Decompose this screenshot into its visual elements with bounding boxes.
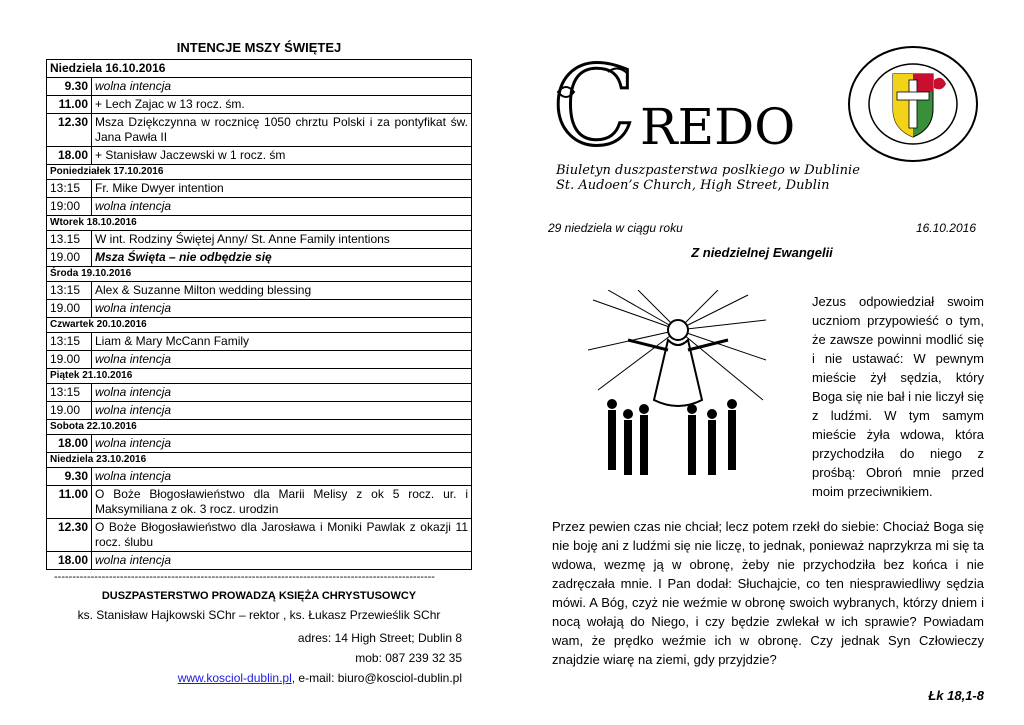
email-text: , e-mail: biuro@kosciol-dublin.pl xyxy=(291,671,462,685)
gospel-title: Z niedzielnej Ewangelii xyxy=(691,245,833,260)
mass-row xyxy=(47,147,472,165)
intention-text: Msza Święta – nie odbędzie się xyxy=(95,250,272,264)
mass-time: 19.00 xyxy=(47,300,92,318)
mass-intention xyxy=(92,351,472,369)
mass-row xyxy=(47,351,472,369)
bulletin-date: 16.10.2016 xyxy=(915,221,976,235)
bulletin-subtitle xyxy=(556,163,860,193)
mass-intention xyxy=(92,96,472,114)
mass-row xyxy=(47,114,472,147)
mass-row xyxy=(47,519,472,552)
contact-block xyxy=(46,628,462,688)
mass-time: 18.00 xyxy=(47,147,92,165)
mass-intentions-section xyxy=(46,40,472,688)
mass-row xyxy=(47,435,472,453)
subtitle-line-2: St. Audoen’s Church, High Street, Dublin xyxy=(556,178,830,193)
mass-intention xyxy=(92,78,472,96)
mass-intention xyxy=(92,114,472,147)
mass-intention xyxy=(92,180,472,198)
day-header-row xyxy=(47,369,472,384)
intention-text: O Boże Błogosławieństwo dla Jarosława i Moniki Pawlak z okazji 11 rocz. ślubu xyxy=(95,520,468,549)
intention-text: Liam & Mary McCann Family xyxy=(95,334,250,348)
intention-text: wolna intencja xyxy=(95,199,172,213)
intention-text: Alex & Suzanne Milton wedding blessing xyxy=(95,283,312,297)
subtitle-line-1: Biuletyn duszpasterstwa poslkiego w Dublinie xyxy=(556,163,860,178)
mass-intention xyxy=(92,147,472,165)
mass-time: 9.30 xyxy=(47,468,92,486)
intention-text: Msza Dziękczynna w rocznicę 1050 chrztu Polski i za pontyfikat św. Jana Pawła II xyxy=(95,115,468,144)
mass-row xyxy=(47,78,472,96)
intentions-heading: INTENCJE MSZY ŚWIĘTEJ xyxy=(176,40,342,55)
mass-row xyxy=(47,282,472,300)
mass-intention xyxy=(92,552,472,570)
mass-intention xyxy=(92,486,472,519)
intention-text: Fr. Mike Dwyer intention xyxy=(95,181,224,195)
day-header-row xyxy=(47,267,472,282)
risen-christ-illustration xyxy=(588,290,768,490)
mass-time: 13:15 xyxy=(47,384,92,402)
mass-row xyxy=(47,231,472,249)
day-header-row xyxy=(47,318,472,333)
separator-line: -------------------------------------------------------------------------------------------------------- xyxy=(54,572,435,582)
intention-text: wolna intencja xyxy=(95,352,172,366)
chaplaincy-emblem xyxy=(846,44,980,164)
mass-intention xyxy=(92,198,472,216)
day-header-row xyxy=(47,216,472,231)
mass-row xyxy=(47,468,472,486)
day-label: Wtorek 18.10.2016 xyxy=(47,216,472,231)
web-contact xyxy=(46,668,462,688)
gospel-text-part-2: Przez pewien czas nie chciał; lecz potem rzekł do siebie: Chociaż Boga się nie boję ani z ludźmi się nie liczę, to jednak, ponieważ naprzykrza mi się ta wdowa, wezmę ją w obronę, żeby nie przychodziła bez końca i nie zadręczała mnie. I Pan dodał: Słuchajcie, co ten niesprawiedliwy sędzia mówi. A Bóg, czyż nie weźmie w obronę swoich wybranych, którzy dniem i nocą wołają do Niego, i czy będzie zwlekał w ich sprawie? Powiadam wam, że prędko weźmie ich w obronę. Czy jednak Syn Człowieczy znajdzie wiarę na ziemi, gdy przyjdzie? xyxy=(552,519,984,667)
day-label: Środa 19.10.2016 xyxy=(47,267,472,282)
intention-text: wolna intencja xyxy=(95,403,172,417)
day-label: Czwartek 20.10.2016 xyxy=(47,318,472,333)
intention-text: + Stanisław Jaczewski w 1 rocz. śm xyxy=(95,148,286,162)
intentions-table xyxy=(46,59,472,570)
mass-row xyxy=(47,486,472,519)
address: adres: 14 High Street; Dublin 8 xyxy=(297,631,462,645)
day-label: Sobota 22.10.2016 xyxy=(47,420,472,435)
mass-row xyxy=(47,180,472,198)
mass-row xyxy=(47,552,472,570)
mass-time: 11.00 xyxy=(47,486,92,519)
mass-row xyxy=(47,384,472,402)
day-label: Niedziela 23.10.2016 xyxy=(47,453,472,468)
intention-text: wolna intencja xyxy=(95,79,172,93)
gospel-reference: Łk 18,1-8 xyxy=(928,688,984,703)
mass-time: 19.00 xyxy=(47,351,92,369)
logo-letter-c: C xyxy=(552,52,637,152)
mass-intention xyxy=(92,282,472,300)
mass-row xyxy=(47,96,472,114)
mass-intention xyxy=(92,231,472,249)
mobile: mob: 087 239 32 35 xyxy=(355,651,462,665)
mass-intention xyxy=(92,384,472,402)
sunday-header xyxy=(548,221,976,235)
mass-time: 12.30 xyxy=(47,114,92,147)
mass-time: 19.00 xyxy=(47,402,92,420)
day-header-row xyxy=(47,420,472,435)
day-label: Poniedziałek 17.10.2016 xyxy=(47,165,472,180)
mass-intention xyxy=(92,435,472,453)
mass-intention xyxy=(92,333,472,351)
mass-time: 12.30 xyxy=(47,519,92,552)
mass-row xyxy=(47,333,472,351)
website-link[interactable]: www.kosciol-dublin.pl xyxy=(177,671,292,685)
clergy-heading: DUSZPASTERSTWO PROWADZĄ KSIĘŻA CHRYSTUSOWCY xyxy=(101,590,417,602)
mass-time: 11.00 xyxy=(47,96,92,114)
intention-text: wolna intencja xyxy=(95,553,172,567)
mass-time: 18.00 xyxy=(47,552,92,570)
intention-text: + Lech Zajac w 13 rocz. śm. xyxy=(95,97,245,111)
sunday-name: 29 niedziela w ciągu roku xyxy=(548,221,683,235)
mass-row xyxy=(47,300,472,318)
mass-time: 13:15 xyxy=(47,180,92,198)
clergy-names: ks. Stanisław Hajkowski SChr – rektor , ks. Łukasz Przewieślik SChr xyxy=(77,608,441,622)
mass-intention xyxy=(92,249,472,267)
day-label: Niedziela 16.10.2016 xyxy=(47,60,472,78)
mass-row xyxy=(47,402,472,420)
mass-row xyxy=(47,249,472,267)
gospel-text-part-1: Jezus odpowiedział swoim uczniom przypowieść o tym, że zawsze powinni modlić się i nie ustawać: W pewnym mieście żył sędzia, który Boga się nie bał i nie liczył się z ludźmi. W tym samym mieście żyła wdowa, która przychodziła do niego z prośbą: Obroń mnie przed moim przeciwnikiem. xyxy=(812,294,984,499)
mass-time: 19.00 xyxy=(47,249,92,267)
intention-text: wolna intencja xyxy=(95,469,172,483)
mass-row xyxy=(47,198,472,216)
mass-time: 18.00 xyxy=(47,435,92,453)
intention-text: wolna intencja xyxy=(95,301,172,315)
intention-text: wolna intencja xyxy=(95,436,172,450)
mass-time: 9.30 xyxy=(47,78,92,96)
mass-intention xyxy=(92,402,472,420)
intention-text: W int. Rodziny Świętej Anny/ St. Anne Family intentions xyxy=(95,232,390,246)
mass-time: 19:00 xyxy=(47,198,92,216)
credo-logo xyxy=(548,52,838,152)
day-header-row xyxy=(47,165,472,180)
intention-text: wolna intencja xyxy=(95,385,172,399)
mass-time: 13.15 xyxy=(47,231,92,249)
mass-intention xyxy=(92,300,472,318)
mass-intention xyxy=(92,468,472,486)
mass-time: 13:15 xyxy=(47,333,92,351)
day-header-row xyxy=(47,453,472,468)
logo-text: REDO xyxy=(640,98,796,152)
day-label: Piątek 21.10.2016 xyxy=(47,369,472,384)
mass-time: 13:15 xyxy=(47,282,92,300)
mass-intention xyxy=(92,519,472,552)
day-header-row xyxy=(47,60,472,78)
intention-text: O Boże Błogosławieństwo dla Marii Melisy z ok 5 rocz. ur. i Maksymiliana z ok. 3 rocz. urodzin xyxy=(95,487,468,516)
